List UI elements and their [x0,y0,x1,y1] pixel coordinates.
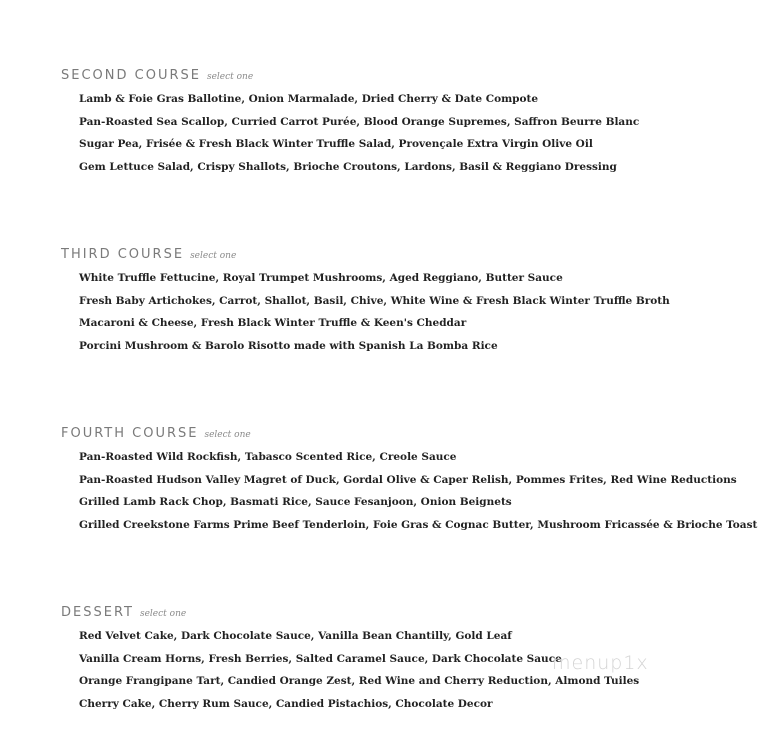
menu-item: Grilled Lamb Rack Chop, Basmati Rice, Sauce Fesanjoon, Onion Beignets [79,496,512,509]
section-second-course [61,66,761,178]
course-title: DESSERT [61,605,134,620]
course-heading [61,245,761,263]
menu-item: Red Velvet Cake, Dark Chocolate Sauce, Vanilla Bean Chantilly, Gold Leaf [79,630,512,642]
course-heading [61,66,761,84]
course-title: THIRD COURSE [61,247,185,262]
course-note: select one [190,251,237,261]
menu-item-list [61,88,761,178]
course-note: select one [204,430,251,440]
menu-item: White Truffle Fettucine, Royal Trumpet Mushrooms, Aged Reggiano, Butter Sauce [79,272,563,284]
course-heading [61,603,761,621]
course-note: select one [206,72,254,82]
menu-item-list [61,446,761,536]
menu-item: Cherry Cake, Cherry Rum Sauce, Candied Pistachios, Chocolate Decor [79,697,493,710]
menu-item: Pan-Roasted Wild Rockfish, Tabasco Scented Rice, Creole Sauce [79,451,457,463]
menu-item: Grilled Creekstone Farms Prime Beef Tenderloin, Foie Gras & Cognac Butter, Mushroom Fricassée & Brioche Toast [79,518,758,531]
watermark-logo: menup1x [552,652,649,674]
section-dessert [61,603,761,715]
menu-item: Macaroni & Cheese, Fresh Black Winter Truffle & Keen's Cheddar [79,317,467,330]
section-fourth-course [61,424,761,536]
course-note: select one [139,609,187,619]
menu-item: Fresh Baby Artichokes, Carrot, Shallot, Basil, Chive, White Wine & Fresh Black Winter Truffle Broth [79,294,670,307]
section-third-course [61,245,761,357]
menu-item: Lamb & Foie Gras Ballotine, Onion Marmalade, Dried Cherry & Date Compote [79,93,539,105]
course-title: SECOND COURSE [61,68,201,83]
course-title: FOURTH COURSE [61,426,199,441]
menu-item: Pan-Roasted Sea Scallop, Curried Carrot Purée, Blood Orange Supremes, Saffron Beurre Blanc [79,115,640,128]
menu-item: Sugar Pea, Frisée & Fresh Black Winter Truffle Salad, Provençale Extra Virgin Olive Oil [79,138,593,151]
menu-item: Orange Frangipane Tart, Candied Orange Zest, Red Wine and Cherry Reduction, Almond Tuiles [79,675,640,688]
menu-item-list [61,267,761,357]
menu-item-list [61,625,761,715]
menu-item: Porcini Mushroom & Barolo Risotto made with Spanish La Bomba Rice [79,339,498,352]
menu-item: Gem Lettuce Salad, Crispy Shallots, Brioche Croutons, Lardons, Basil & Reggiano Dressing [79,160,617,173]
menu-item: Pan-Roasted Hudson Valley Magret of Duck, Gordal Olive & Caper Relish, Pommes Frites, Red Wine Reductions [79,473,737,486]
course-heading [61,424,761,442]
menu-item: Vanilla Cream Horns, Fresh Berries, Salted Caramel Sauce, Dark Chocolate Sauce [79,652,562,665]
